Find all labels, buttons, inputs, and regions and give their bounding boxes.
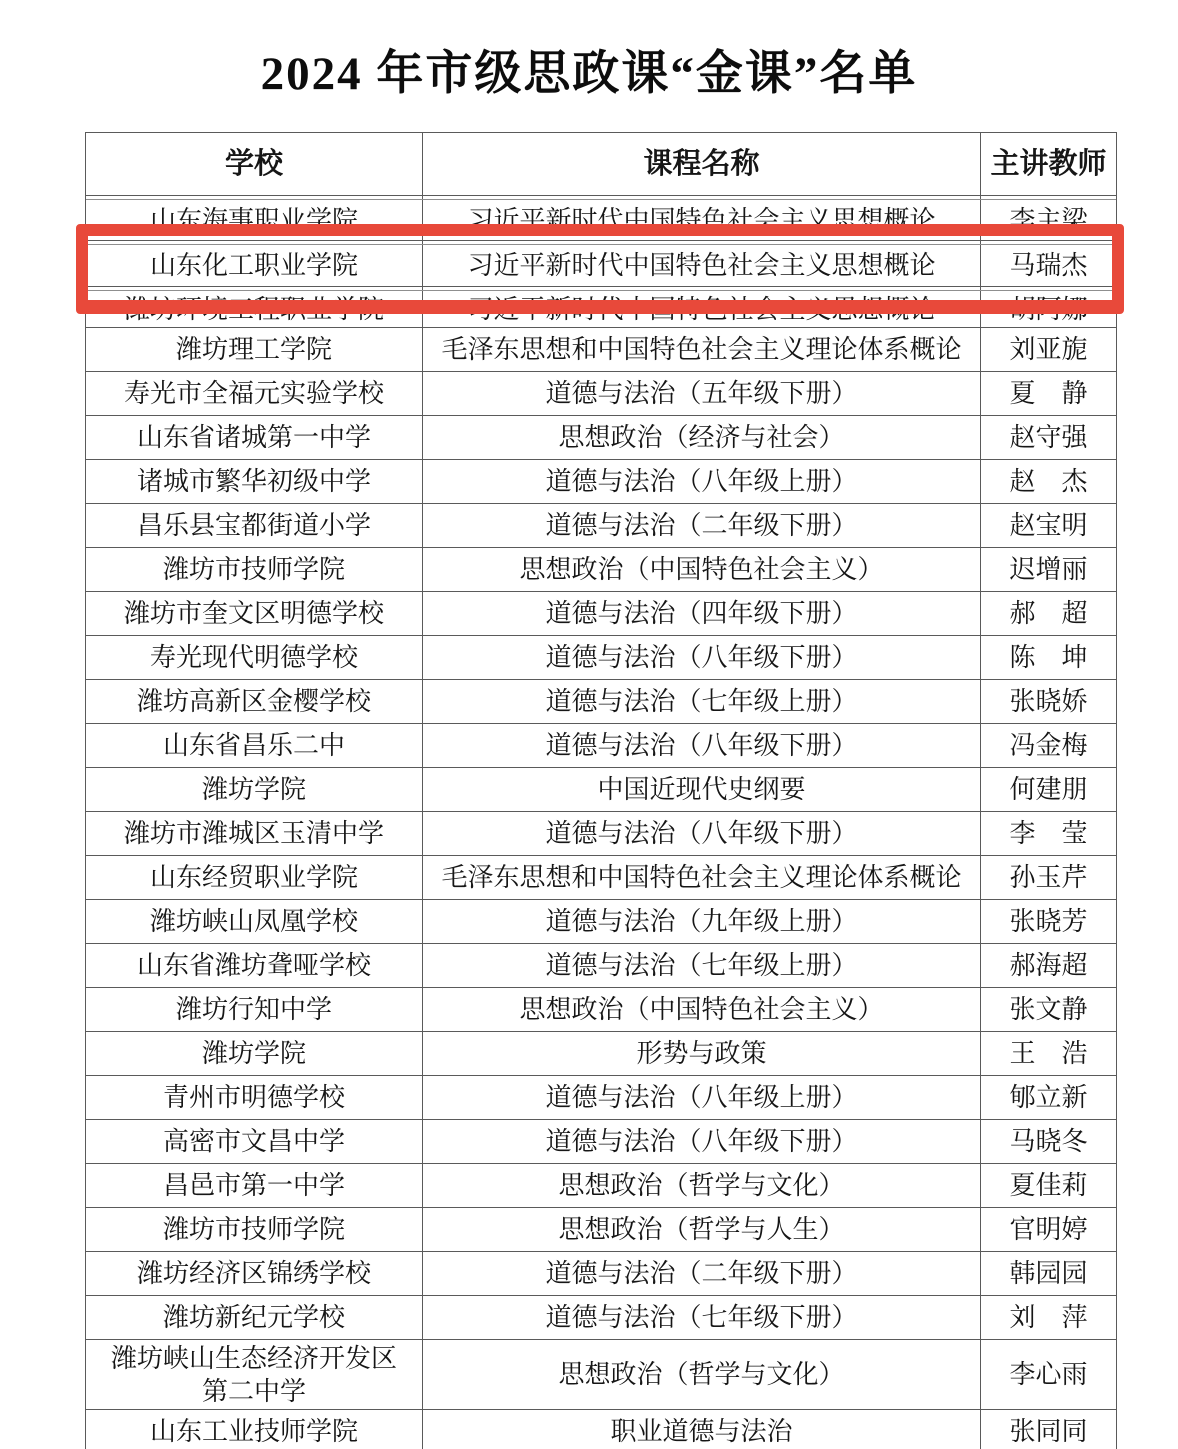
school-cell: 潍坊高新区金樱学校: [86, 680, 423, 723]
school-cell: 山东化工职业学院: [86, 245, 423, 286]
school-cell: 潍坊行知中学: [86, 988, 423, 1031]
school-cell: 潍坊学院: [86, 768, 423, 811]
school-cell: 山东经贸职业学院: [86, 856, 423, 899]
course-cell: 道德与法治（四年级下册）: [423, 592, 981, 635]
school-cell: 青州市明德学校: [86, 1076, 423, 1119]
teacher-cell: 何建朋: [1009, 775, 1088, 804]
teacher-cell: 马晓冬: [1009, 1127, 1088, 1156]
school-cell: 潍坊市技师学院: [86, 1208, 423, 1251]
golden-course-table: [85, 132, 1117, 1449]
teacher-cell: 张同同: [1009, 1416, 1088, 1446]
course-cell: 毛泽东思想和中国特色社会主义理论体系概论: [423, 856, 981, 899]
table-row: [86, 812, 1116, 856]
teacher-cell: 刘 萍: [1009, 1303, 1088, 1332]
school-cell: 山东省潍坊聋哑学校: [86, 944, 423, 987]
teacher-cell: 李主梁: [1009, 205, 1088, 235]
table-row: [86, 988, 1116, 1032]
table-row: [86, 1252, 1116, 1296]
table-row: [86, 856, 1116, 900]
school-cell: 潍坊经济区锦绣学校: [86, 1252, 423, 1295]
table-row: [86, 548, 1116, 592]
school-cell: 潍坊市奎文区明德学校: [86, 592, 423, 635]
table-row: [86, 724, 1116, 768]
course-cell: 习近平新时代中国特色社会主义思想概论: [423, 200, 981, 240]
teacher-cell: 冯金梅: [1009, 731, 1088, 760]
teacher-cell: 孙玉芹: [1009, 863, 1088, 892]
teacher-cell: 夏佳莉: [1009, 1171, 1088, 1200]
table-row: [86, 1032, 1116, 1076]
school-cell: 潍坊学院: [86, 1032, 423, 1075]
course-cell: 思想政治（哲学与文化）: [423, 1164, 981, 1207]
school-cell: 山东省诸城第一中学: [86, 416, 423, 459]
course-cell: 道德与法治（八年级下册）: [423, 1120, 981, 1163]
course-cell: 职业道德与法治: [423, 1410, 981, 1449]
school-cell: 潍坊环境工程职业学院: [86, 291, 423, 327]
table-row: [86, 328, 1116, 372]
table-row: [86, 504, 1116, 548]
teacher-cell: 马瑞杰: [1009, 251, 1088, 280]
teacher-cell: 郝 超: [1009, 599, 1088, 628]
teacher-cell: 夏 静: [1009, 379, 1088, 408]
school-cell: 潍坊新纪元学校: [86, 1296, 423, 1339]
table-row: [86, 372, 1116, 416]
course-cell: 思想政治（经济与社会）: [423, 416, 981, 459]
column-header-teacher: 主讲教师: [990, 147, 1107, 180]
school-cell: 山东省昌乐二中: [86, 724, 423, 767]
table-body: [86, 200, 1116, 1449]
table-row: [86, 291, 1116, 328]
table-row: [86, 1340, 1116, 1410]
school-cell: 山东海事职业学院: [86, 200, 423, 240]
course-cell: 道德与法治（八年级上册）: [423, 460, 981, 503]
teacher-cell: 郝海超: [1009, 951, 1088, 980]
course-cell: 道德与法治（五年级下册）: [423, 372, 981, 415]
school-cell: 昌乐县宝都街道小学: [86, 504, 423, 547]
course-cell: 道德与法治（二年级下册）: [423, 504, 981, 547]
teacher-cell: 官明婷: [1009, 1215, 1088, 1244]
teacher-cell: 胡阿娜: [1009, 294, 1088, 324]
table-row: [86, 1208, 1116, 1252]
course-cell: 毛泽东思想和中国特色社会主义理论体系概论: [423, 328, 981, 371]
school-cell: 寿光现代明德学校: [86, 636, 423, 679]
school-cell: 诸城市繁华初级中学: [86, 460, 423, 503]
teacher-cell: 陈 坤: [1009, 643, 1088, 672]
teacher-cell: 赵宝明: [1009, 511, 1088, 540]
course-cell: 形势与政策: [423, 1032, 981, 1075]
course-cell: 思想政治（中国特色社会主义）: [423, 988, 981, 1031]
course-cell: 道德与法治（七年级上册）: [423, 944, 981, 987]
table-row: [86, 768, 1116, 812]
table-row: [86, 245, 1116, 287]
course-cell: 习近平新时代中国特色社会主义思想概论: [423, 245, 981, 286]
course-cell: 道德与法治（二年级下册）: [423, 1252, 981, 1295]
course-cell: 道德与法治（七年级下册）: [423, 1296, 981, 1339]
teacher-cell: 张晓芳: [1009, 907, 1088, 936]
course-cell: 思想政治（哲学与文化）: [423, 1340, 981, 1409]
course-cell: 道德与法治（八年级下册）: [423, 636, 981, 679]
table-row: [86, 460, 1116, 504]
school-cell: 昌邑市第一中学: [86, 1164, 423, 1207]
teacher-cell: 韩园园: [1009, 1259, 1088, 1288]
table-row: [86, 592, 1116, 636]
teacher-cell: 王 浩: [1009, 1039, 1088, 1068]
table-header-row: [86, 133, 1116, 196]
table-row: [86, 1076, 1116, 1120]
course-cell: 思想政治（中国特色社会主义）: [423, 548, 981, 591]
table-row: [86, 200, 1116, 241]
school-cell: 潍坊市技师学院: [86, 548, 423, 591]
teacher-cell: 刘亚旎: [1009, 335, 1088, 364]
teacher-cell: 张晓娇: [1009, 687, 1088, 716]
table-row: [86, 636, 1116, 680]
table-row: [86, 900, 1116, 944]
course-cell: 中国近现代史纲要: [423, 768, 981, 811]
course-cell: 习近平新时代中国特色社会主义思想概论: [423, 291, 981, 327]
school-cell: 寿光市全福元实验学校: [86, 372, 423, 415]
school-cell: 潍坊峡山凤凰学校: [86, 900, 423, 943]
teacher-cell: 迟增丽: [1009, 555, 1088, 584]
table-row: [86, 1410, 1116, 1449]
school-cell: 高密市文昌中学: [86, 1120, 423, 1163]
school-cell: 潍坊理工学院: [86, 328, 423, 371]
school-cell: 山东工业技师学院: [86, 1410, 423, 1449]
teacher-cell: 张文静: [1009, 995, 1088, 1024]
column-header-school: 学校: [86, 133, 423, 195]
teacher-cell: 赵 杰: [1009, 467, 1088, 496]
teacher-cell: 李 莹: [1009, 819, 1088, 848]
teacher-cell: 赵守强: [1009, 423, 1088, 452]
table-row: [86, 1164, 1116, 1208]
table-row: [86, 1296, 1116, 1340]
table-row: [86, 944, 1116, 988]
teacher-cell: 李心雨: [1009, 1360, 1088, 1389]
school-cell: 潍坊市潍城区玉清中学: [86, 812, 423, 855]
course-cell: 道德与法治（八年级上册）: [423, 1076, 981, 1119]
course-cell: 思想政治（哲学与人生）: [423, 1208, 981, 1251]
table-row: [86, 680, 1116, 724]
table-row: [86, 1120, 1116, 1164]
school-cell: 潍坊峡山生态经济开发区第二中学: [86, 1340, 423, 1409]
table-row: [86, 416, 1116, 460]
course-cell: 道德与法治（九年级上册）: [423, 900, 981, 943]
course-cell: 道德与法治（七年级上册）: [423, 680, 981, 723]
course-cell: 道德与法治（八年级下册）: [423, 812, 981, 855]
course-cell: 道德与法治（八年级下册）: [423, 724, 981, 767]
column-header-course: 课程名称: [423, 133, 981, 195]
page-title: 2024 年市级思政课“金课”名单: [260, 48, 918, 100]
teacher-cell: 郇立新: [1009, 1083, 1088, 1112]
